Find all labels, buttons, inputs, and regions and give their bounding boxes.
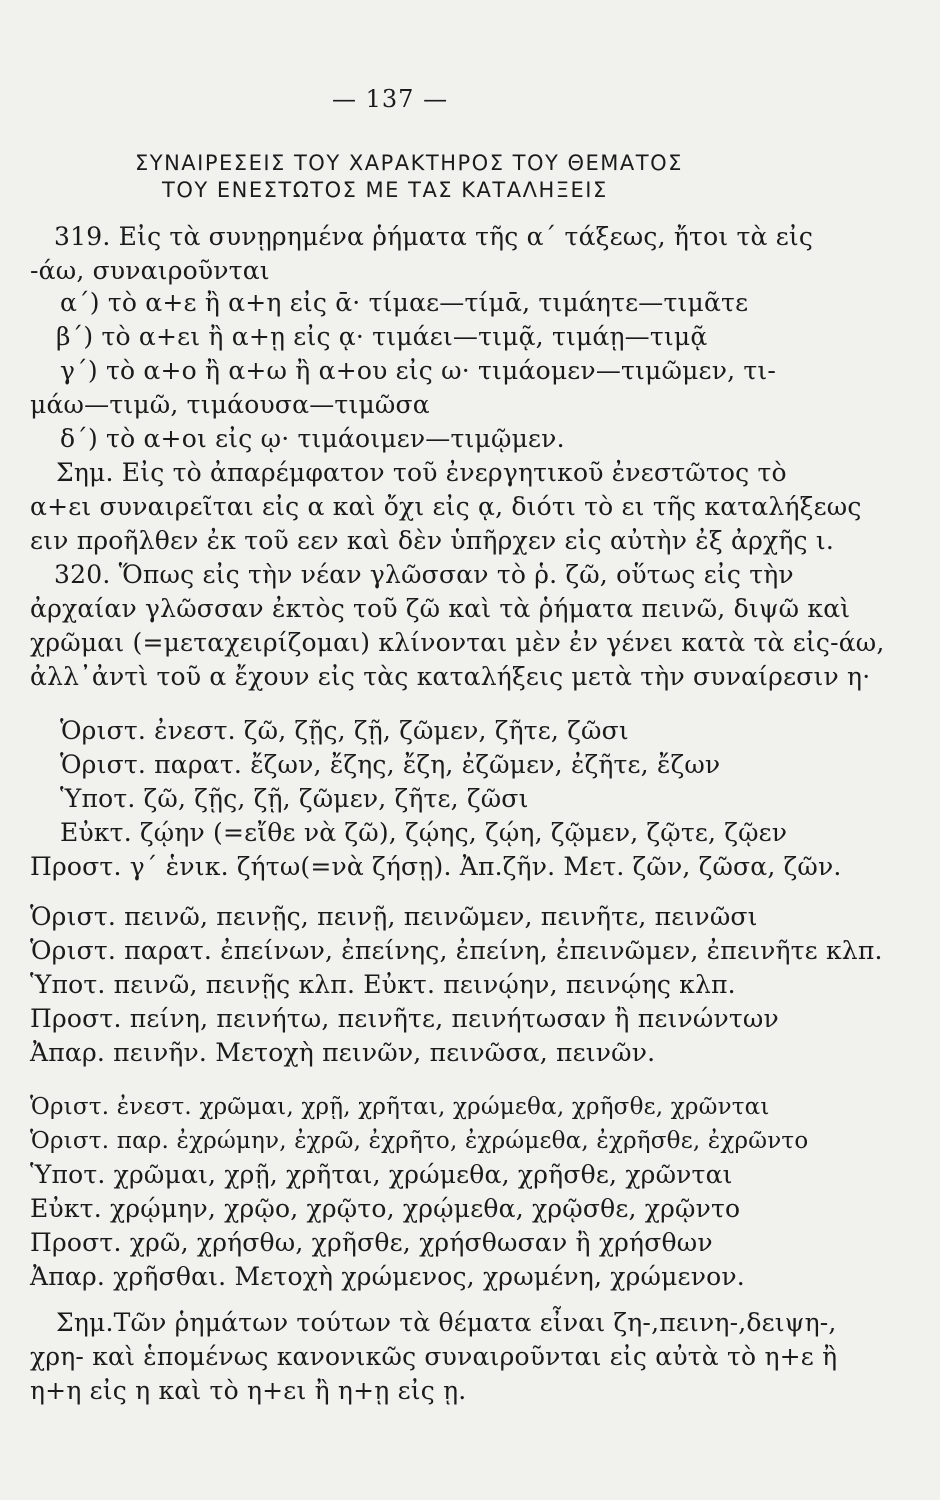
- peino-indicative-imperfect: Ὁριστ. παρατ. ἐπείνων, ἐπείνης, ἐπείνη, ἐπεινῶμεν, ἐπεινῆτε κλπ.: [30, 936, 883, 965]
- chromai-optative: Εὐκτ. χρῴμην, χρῷο, χρῷτο, χρῴμεθα, χρῷσθε, χρῷντο: [30, 1194, 741, 1223]
- chromai-imperative: Προστ. χρῶ, χρήσθω, χρῆσθε, χρήσθωσαν ἢ χρήσθων: [30, 1228, 713, 1257]
- rule-gamma: γ΄) τὸ α+ο ἢ α+ω ἢ α+ου εἰς ω· τιμάομεν—τιμῶμεν, τι-: [60, 356, 777, 385]
- chromai-indicative-imperfect: Ὁριστ. παρ. ἐχρώμην, ἐχρῶ, ἐχρῆτο, ἐχρώμεθα, ἐχρῆσθε, ἐχρῶντο: [30, 1128, 809, 1154]
- chromai-indicative-present: Ὁριστ. ἐνεστ. χρῶμαι, χρῇ, χρῆται, χρώμεθα, χρῆσθε, χρῶνται: [30, 1094, 770, 1120]
- final-note-line-1: Σημ.Τῶν ῥημάτων τούτων τὰ θέματα εἶναι ζη-,πεινη-,δειψη-,: [56, 1308, 837, 1337]
- paragraph-320-line-2: ἀρχαίαν γλῶσσαν ἐκτὸς τοῦ ζῶ καὶ τὰ ῥήματα πεινῶ, διψῶ καὶ: [30, 594, 851, 623]
- zo-optative: Εὐκτ. ζῴην (=εἴθε νὰ ζῶ), ζῴης, ζῴη, ζῷμεν, ζῷτε, ζῷεν: [60, 818, 788, 847]
- peino-subjunctive-optative: Ὑποτ. πεινῶ, πεινῇς κλπ. Εὐκτ. πεινῴην, πεινῴης κλπ.: [30, 970, 736, 999]
- note-line-2: α+ει συναιρεῖται εἰς α καὶ ὄχι εἰς ᾳ, διότι τὸ ει τῆς καταλήξεως: [30, 492, 862, 521]
- zo-imperative-infinitive-participle: Προστ. γ΄ ἑνικ. ζήτω(=νὰ ζήσῃ). Ἀπ.ζῆν. Μετ. ζῶν, ζῶσα, ζῶν.: [30, 852, 842, 881]
- peino-imperative: Προστ. πείνη, πεινήτω, πεινῆτε, πεινήτωσαν ἢ πεινώντων: [30, 1004, 779, 1033]
- final-note-line-2: χρη- καὶ ἑπομένως κανονικῶς συναιροῦνται εἰς αὐτὰ τὸ η+ε ἢ: [30, 1342, 838, 1371]
- rule-gamma-continued: μάω—τιμῶ, τιμάουσα—τιμῶσα: [30, 390, 430, 419]
- paragraph-320-line-3: χρῶμαι (=μεταχειρίζομαι) κλίνονται μὲν ἐν γένει κατὰ τὰ εἰς-άω,: [30, 628, 885, 657]
- chromai-infinitive-participle: Ἀπαρ. χρῆσθαι. Μετοχὴ χρώμενος, χρωμένη, χρώμενον.: [30, 1262, 745, 1291]
- note-line-3: ειν προῆλθεν ἐκ τοῦ εεν καὶ δὲν ὑπῆρχεν εἰς αὐτὴν ἐξ ἀρχῆς ι.: [30, 526, 834, 555]
- paragraph-320-line-4: ἀλλ᾽ἀντὶ τοῦ α ἔχουν εἰς τὰς καταλήξεις μετὰ τὴν συναίρεσιν η·: [30, 662, 871, 691]
- rule-delta: δ΄) τὸ α+οι εἰς ῳ· τιμάοιμεν—τιμῷμεν.: [60, 424, 565, 453]
- peino-infinitive-participle: Ἀπαρ. πεινῆν. Μετοχὴ πεινῶν, πεινῶσα, πεινῶν.: [30, 1038, 656, 1067]
- peino-indicative-present: Ὁριστ. πεινῶ, πεινῇς, πεινῇ, πεινῶμεν, πεινῆτε, πεινῶσι: [30, 902, 758, 931]
- rule-beta: β΄) τὸ α+ει ἢ α+ῃ εἰς ᾳ· τιμάει—τιμᾷ, τιμάῃ—τιμᾷ: [56, 322, 708, 351]
- paragraph-319-line-1: 319. Εἰς τὰ συνῃρημένα ῥήματα τῆς α΄ τάξεως, ἤτοι τὰ εἰς: [54, 222, 814, 251]
- chromai-subjunctive: Ὑποτ. χρῶμαι, χρῇ, χρῆται, χρώμεθα, χρῆσθε, χρῶνται: [30, 1160, 733, 1189]
- note-line-1: Σημ. Εἰς τὸ ἀπαρέμφατον τοῦ ἐνεργητικοῦ ἐνεστῶτος τὸ: [56, 458, 787, 487]
- zo-subjunctive: Ὑποτ. ζῶ, ζῇς, ζῇ, ζῶμεν, ζῆτε, ζῶσι: [60, 784, 529, 813]
- zo-indicative-present: Ὁριστ. ἐνεστ. ζῶ, ζῇς, ζῇ, ζῶμεν, ζῆτε, ζῶσι: [60, 716, 629, 745]
- zo-indicative-imperfect: Ὁριστ. παρατ. ἔζων, ἔζης, ἔζη, ἐζῶμεν, ἐζῆτε, ἔζων: [60, 750, 721, 779]
- section-title-line-1: ΣΥΝΑΙΡΕΣΕΙΣ ΤΟΥ ΧΑΡΑΚΤΗΡΟΣ ΤΟΥ ΘΕΜΑΤΟΣ: [135, 151, 683, 175]
- rule-alpha: α΄) τὸ α+ε ἢ α+η εἰς ᾱ· τίμαε—τίμᾱ, τιμάητε—τιμᾶτε: [60, 288, 749, 317]
- page-number: — 137 —: [332, 85, 449, 113]
- paragraph-320-line-1: 320. Ὅπως εἰς τὴν νέαν γλῶσσαν τὸ ῥ. ζῶ, οὕτως εἰς τὴν: [54, 560, 794, 589]
- final-note-line-3: η+η εἰς η καὶ τὸ η+ει ἢ η+ῃ εἰς ῃ.: [30, 1376, 467, 1405]
- paragraph-319-line-2: -άω, συναιροῦνται: [30, 256, 270, 285]
- section-title-line-2: ΤΟΥ ΕΝΕΣΤΩΤΟΣ ΜΕ ΤΑΣ ΚΑΤΑΛΗΞΕΙΣ: [162, 178, 608, 202]
